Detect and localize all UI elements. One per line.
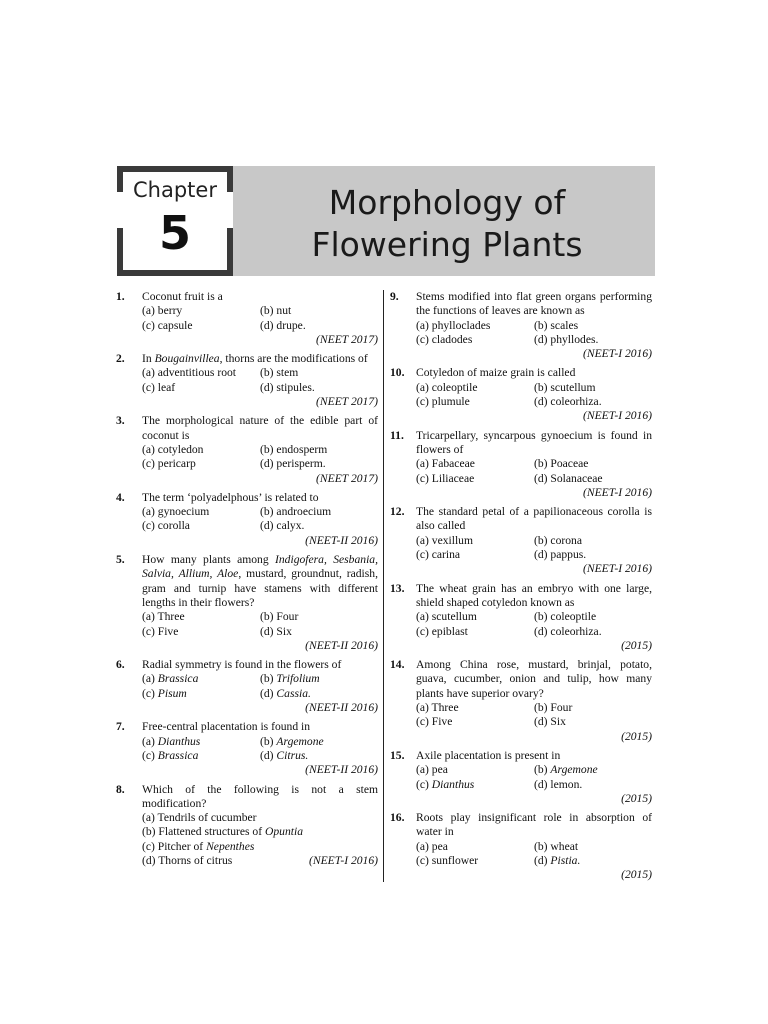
question-15 bbox=[390, 749, 652, 806]
question-number: 3. bbox=[116, 414, 125, 428]
option-b: (b) corona bbox=[534, 533, 582, 547]
question-16 bbox=[390, 811, 652, 882]
option-a: (a) Brassica bbox=[142, 672, 199, 686]
option-c: (c) epiblast bbox=[416, 624, 468, 638]
option-b: (b) androecium bbox=[260, 505, 332, 519]
option-b: (b) nut bbox=[260, 304, 292, 318]
exam-source: (NEET-I 2016) bbox=[308, 853, 378, 867]
question-number: 12. bbox=[390, 505, 405, 519]
option-b: (b) Trifolium bbox=[260, 672, 320, 686]
question-text: Stems modified into flat green organs performing the functions of leaves are known as bbox=[416, 290, 652, 318]
question-number: 11. bbox=[390, 428, 404, 442]
option-a: (a) phylloclades bbox=[416, 318, 491, 332]
question-number: 13. bbox=[390, 581, 405, 595]
option-c: (c) Brassica bbox=[142, 748, 199, 762]
question-number: 14. bbox=[390, 658, 405, 672]
column-divider bbox=[383, 290, 384, 882]
exam-source: (NEET-I 2016) bbox=[582, 562, 652, 576]
question-1 bbox=[116, 290, 378, 347]
question-13 bbox=[390, 582, 652, 653]
option-c: (c) corolla bbox=[142, 519, 190, 533]
option-c: (c) carina bbox=[416, 548, 461, 562]
option-d: (d) calyx. bbox=[260, 519, 305, 533]
question-11 bbox=[390, 429, 652, 500]
option-a: (a) Fabaceae bbox=[416, 457, 475, 471]
option-c: (c) plumule bbox=[416, 395, 470, 409]
question-text: Roots play insignificant role in absorption of water in bbox=[416, 811, 652, 839]
question-14 bbox=[390, 658, 652, 744]
option-b: (b) Four bbox=[534, 701, 573, 715]
exam-source: (NEET 2017) bbox=[316, 395, 378, 409]
option-d: (d) Pistia. bbox=[534, 853, 581, 867]
option-d: (d) Thorns of citrus (NEET-I 2016) bbox=[142, 853, 378, 867]
question-number: 4. bbox=[116, 490, 125, 504]
option-c: (c) Five bbox=[142, 624, 179, 638]
exam-source: (NEET-I 2016) bbox=[582, 485, 652, 499]
option-a: (a) cotyledon bbox=[142, 442, 204, 456]
question-3 bbox=[116, 414, 378, 485]
question-text: Tricarpellary, syncarpous gynoecium is found in flowers of bbox=[416, 428, 652, 456]
question-text: Axile placentation is present in bbox=[416, 748, 561, 762]
left-column bbox=[116, 290, 378, 873]
exam-source: (NEET-I 2016) bbox=[582, 347, 652, 361]
question-number: 6. bbox=[116, 658, 125, 672]
option-a: (a) adventitious root bbox=[142, 366, 237, 380]
question-12 bbox=[390, 505, 652, 576]
question-number: 9. bbox=[390, 290, 399, 303]
question-4 bbox=[116, 491, 378, 548]
chapter-badge bbox=[117, 166, 233, 276]
option-d: (d) Cassia. bbox=[260, 686, 311, 700]
option-d: (d) drupe. bbox=[260, 318, 306, 332]
question-number: 16. bbox=[390, 811, 405, 825]
option-d: (d) coleorhiza. bbox=[534, 624, 602, 638]
question-text: Radial symmetry is found in the flowers of bbox=[142, 658, 342, 672]
option-d: (d) coleorhiza. bbox=[534, 395, 602, 409]
option-c: (c) Liliaceae bbox=[416, 471, 475, 485]
option-a: (a) Three bbox=[142, 610, 185, 624]
question-10 bbox=[390, 366, 652, 423]
exam-source: (NEET-II 2016) bbox=[305, 763, 378, 777]
option-c: (c) cladodes bbox=[416, 332, 473, 346]
option-b: (b) scales bbox=[534, 318, 579, 332]
option-a: (a) pea bbox=[416, 839, 448, 853]
option-a: (a) pea bbox=[416, 763, 448, 777]
option-b: (b) endosperm bbox=[260, 442, 328, 456]
option-c: (c) Dianthus bbox=[416, 777, 475, 791]
exam-source: (NEET-II 2016) bbox=[305, 533, 378, 547]
question-8 bbox=[116, 783, 378, 869]
option-a: (a) vexillum bbox=[416, 533, 473, 547]
question-number: 8. bbox=[116, 782, 125, 796]
question-text: Which of the following is not a stem modification? bbox=[142, 782, 378, 810]
question-number: 15. bbox=[390, 748, 405, 762]
exam-source: (2015) bbox=[621, 868, 652, 882]
question-text: The term ‘polyadelphous’ is related to bbox=[142, 490, 319, 504]
option-d: (d) phyllodes. bbox=[534, 332, 599, 346]
option-c: (c) pericarp bbox=[142, 457, 196, 471]
option-c: (c) leaf bbox=[142, 380, 176, 394]
option-b: (b) wheat bbox=[534, 839, 579, 853]
exam-source: (NEET 2017) bbox=[316, 471, 378, 485]
question-number: 1. bbox=[116, 290, 125, 303]
option-a: (a) Dianthus bbox=[142, 734, 201, 748]
question-text: Among China rose, mustard, brinjal, potato, guava, cucumber, onion and tulip, how many plants have superior ovary? bbox=[416, 658, 652, 700]
exam-source: (2015) bbox=[621, 729, 652, 743]
option-a: (a) coleoptile bbox=[416, 380, 478, 394]
option-b: (b) Argemone bbox=[534, 763, 598, 777]
option-b: (b) Argemone bbox=[260, 734, 324, 748]
chapter-header bbox=[117, 166, 655, 278]
option-b: (b) Four bbox=[260, 610, 299, 624]
question-number: 2. bbox=[116, 352, 125, 366]
chapter-label: Chapter bbox=[133, 178, 217, 202]
question-text: Free-central placentation is found in bbox=[142, 720, 311, 734]
question-text: The standard petal of a papilionaceous corolla is also called bbox=[416, 505, 652, 533]
chapter-number: 5 bbox=[158, 206, 191, 260]
question-text: Cotyledon of maize grain is called bbox=[416, 366, 576, 380]
exam-source: (NEET-II 2016) bbox=[305, 701, 378, 715]
option-b: (b) coleoptile bbox=[534, 610, 597, 624]
option-b: (b) stem bbox=[260, 366, 299, 380]
option-d: (d) perisperm. bbox=[260, 457, 326, 471]
option-d: (d) stipules. bbox=[260, 380, 315, 394]
exam-source: (2015) bbox=[621, 791, 652, 805]
question-7 bbox=[116, 720, 378, 777]
option-a: (a) gynoecium bbox=[142, 505, 210, 519]
exam-source: (2015) bbox=[621, 638, 652, 652]
option-a: (a) Tendrils of cucumber bbox=[142, 811, 257, 825]
option-a: (a) Three bbox=[416, 701, 459, 715]
right-column bbox=[390, 290, 652, 888]
question-2 bbox=[116, 352, 378, 409]
question-number: 5. bbox=[116, 553, 125, 567]
exam-source: (NEET 2017) bbox=[316, 332, 378, 346]
question-9 bbox=[390, 290, 652, 361]
option-d: (d) Solanaceae bbox=[534, 471, 603, 485]
question-text: The morphological nature of the edible part of coconut is bbox=[142, 414, 378, 442]
option-d: (d) Citrus. bbox=[260, 748, 309, 762]
question-number: 7. bbox=[116, 720, 125, 734]
option-a: (a) berry bbox=[142, 304, 183, 318]
question-text: The wheat grain has an embryo with one large, shield shaped cotyledon known as bbox=[416, 581, 652, 609]
option-c: (c) Pisum bbox=[142, 686, 187, 700]
exam-source: (NEET-II 2016) bbox=[305, 638, 378, 652]
option-d: (d) lemon. bbox=[534, 777, 583, 791]
question-text: Coconut fruit is a bbox=[142, 290, 223, 303]
question-text: In Bougainvillea, thorns are the modifications of bbox=[142, 352, 368, 366]
option-c: (c) Pitcher of Nepenthes bbox=[142, 839, 255, 853]
option-a: (a) scutellum bbox=[416, 610, 477, 624]
question-text: How many plants among Indigofera, Sesbania, Salvia, Allium, Aloe, mustard, groundnut, radish, gram and turnip have stamens with different lengths in their flowers? bbox=[142, 553, 378, 609]
option-d: (d) pappus. bbox=[534, 548, 587, 562]
option-b: (b) Poaceae bbox=[534, 457, 589, 471]
option-b: (b) Flattened structures of Opuntia bbox=[142, 825, 304, 839]
option-d: (d) Six bbox=[260, 624, 292, 638]
option-d: (d) Six bbox=[534, 715, 566, 729]
exam-source: (NEET-I 2016) bbox=[582, 409, 652, 423]
question-5 bbox=[116, 553, 378, 653]
option-c: (c) sunflower bbox=[416, 853, 479, 867]
question-6 bbox=[116, 658, 378, 715]
question-number: 10. bbox=[390, 366, 405, 380]
chapter-title: Morphology of Flowering Plants bbox=[311, 183, 583, 264]
option-b: (b) scutellum bbox=[534, 380, 596, 394]
option-c: (c) capsule bbox=[142, 318, 193, 332]
option-c: (c) Five bbox=[416, 715, 453, 729]
